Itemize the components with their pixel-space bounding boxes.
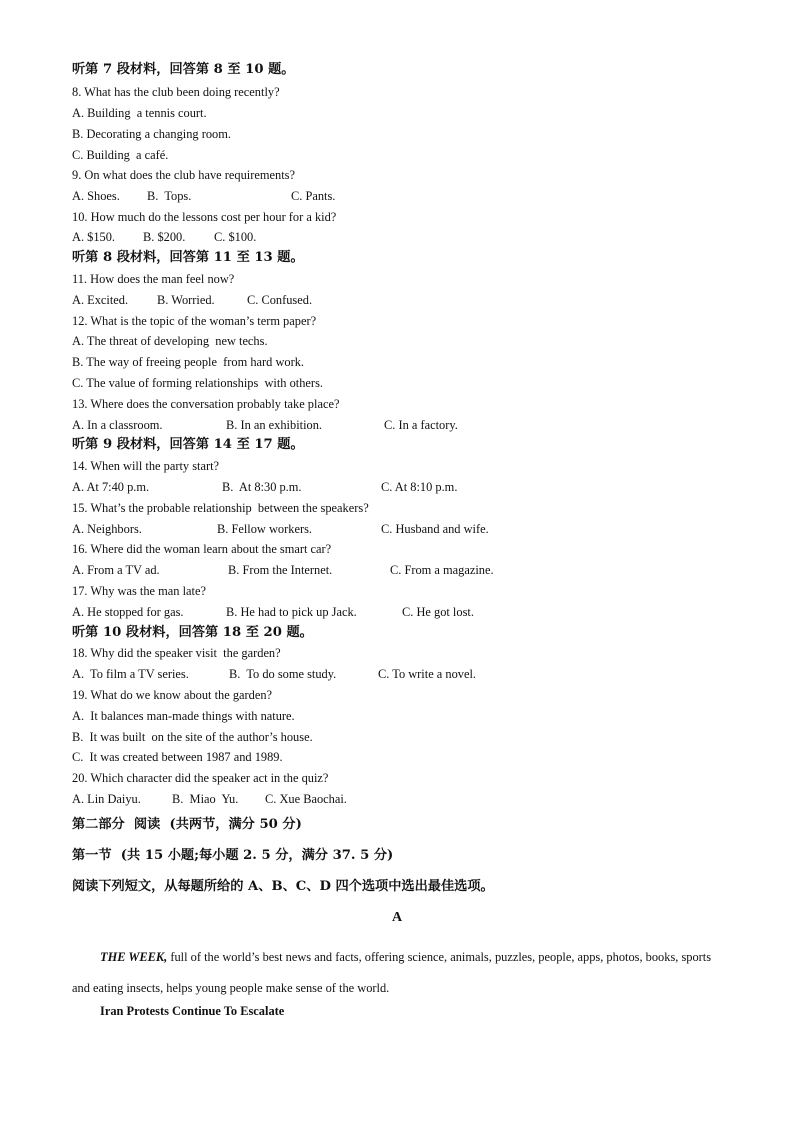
question-10-option-a: A. $150. <box>72 230 116 244</box>
question-14-option-b: B. At 8:30 p.m. <box>222 480 302 494</box>
article-subheading: Iran Protests Continue To Escalate <box>100 1004 285 1018</box>
passage-intro <box>72 942 722 1004</box>
question-8-stem: 8. What has the club been doing recently? <box>72 85 280 99</box>
question-19-option-a: A. It balances man-made things with nature. <box>72 709 295 723</box>
question-20-stem: 20. Which character did the speaker act in the quiz? <box>72 771 329 785</box>
question-17-option-a: A. He stopped for gas. <box>72 605 184 619</box>
question-15-option-b: B. Fellow workers. <box>217 522 312 536</box>
question-19-option-b: B. It was built on the site of the author’s house. <box>72 730 313 744</box>
question-12-stem: 12. What is the topic of the woman’s term paper? <box>72 314 317 328</box>
question-13-stem: 13. Where does the conversation probably take place? <box>72 397 340 411</box>
section-heading-10: 听第 10 段材料，回答第 18 至 20 题。 <box>72 625 313 640</box>
question-15-option-a: A. Neighbors. <box>72 522 142 536</box>
question-17-option-c: C. He got lost. <box>402 605 474 619</box>
question-16-stem: 16. Where did the woman learn about the smart car? <box>72 542 332 556</box>
question-9-option-c: C. Pants. <box>291 189 336 203</box>
question-17-option-b: B. He had to pick up Jack. <box>226 605 357 619</box>
question-11-option-a: A. Excited. <box>72 293 129 307</box>
question-9-stem: 9. On what does the club have requirements? <box>72 168 295 182</box>
question-16-option-b: B. From the Internet. <box>228 563 333 577</box>
passage-intro-text: full of the world’s best news and facts, offering science, animals, puzzles, people, apps, photos, books, sports and eating insects, helps young people make sense of the world. <box>72 950 712 995</box>
question-19-stem: 19. What do we know about the garden? <box>72 688 273 702</box>
question-18-option-c: C. To write a novel. <box>378 667 477 681</box>
question-10-option-c: C. $100. <box>214 230 257 244</box>
question-11-option-c: C. Confused. <box>247 293 313 307</box>
question-8-option-a: A. Building a tennis court. <box>72 106 207 120</box>
publication-name: THE WEEK, <box>100 950 168 964</box>
question-18-option-b: B. To do some study. <box>229 667 337 681</box>
section-heading-7: 听第 7 段材料，回答第 8 至 10 题。 <box>72 62 295 77</box>
question-14-option-c: C. At 8:10 p.m. <box>381 480 458 494</box>
question-15-option-c: C. Husband and wife. <box>381 522 489 536</box>
part-two-title: 第二部分 阅读 (共两节，满分 50 分) <box>72 817 302 832</box>
question-13-option-c: C. In a factory. <box>384 418 458 432</box>
passage-label: A <box>391 910 403 925</box>
question-11-stem: 11. How does the man feel now? <box>72 272 235 286</box>
section-heading-8: 听第 8 段材料，回答第 11 至 13 题。 <box>72 250 304 265</box>
question-13-option-b: B. In an exhibition. <box>226 418 323 432</box>
question-14-stem: 14. When will the party start? <box>72 459 220 473</box>
question-8-option-b: B. Decorating a changing room. <box>72 127 231 141</box>
reading-instruction: 阅读下列短文，从每题所给的 A、B、C、D 四个选项中选出最佳选项。 <box>72 879 494 894</box>
section-heading-9: 听第 9 段材料，回答第 14 至 17 题。 <box>72 437 304 452</box>
question-12-option-a: A. The threat of developing new techs. <box>72 334 268 348</box>
question-20-option-b: B. Miao Yu. <box>172 792 239 806</box>
question-14-option-a: A. At 7:40 p.m. <box>72 480 150 494</box>
question-8-option-c: C. Building a café. <box>72 148 169 162</box>
question-10-option-b: B. $200. <box>143 230 186 244</box>
question-9-option-b: B. Tops. <box>147 189 192 203</box>
question-19-option-c: C. It was created between 1987 and 1989. <box>72 750 283 764</box>
question-20-option-c: C. Xue Baochai. <box>265 792 347 806</box>
question-11-option-b: B. Worried. <box>157 293 215 307</box>
question-15-stem: 15. What’s the probable relationship between the speakers? <box>72 501 369 515</box>
question-16-option-a: A. From a TV ad. <box>72 563 160 577</box>
section-one-title: 第一节 (共 15 小题;每小题 2. 5 分，满分 37. 5 分) <box>72 848 394 863</box>
question-13-option-a: A. In a classroom. <box>72 418 163 432</box>
question-18-stem: 18. Why did the speaker visit the garden? <box>72 646 281 660</box>
question-20-option-a: A. Lin Daiyu. <box>72 792 141 806</box>
question-16-option-c: C. From a magazine. <box>390 563 494 577</box>
question-12-option-c: C. The value of forming relationships with others. <box>72 376 323 390</box>
question-10-stem: 10. How much do the lessons cost per hour for a kid? <box>72 210 337 224</box>
question-17-stem: 17. Why was the man late? <box>72 584 206 598</box>
question-9-option-a: A. Shoes. <box>72 189 120 203</box>
question-12-option-b: B. The way of freeing people from hard work. <box>72 355 305 369</box>
question-18-option-a: A. To film a TV series. <box>72 667 189 681</box>
